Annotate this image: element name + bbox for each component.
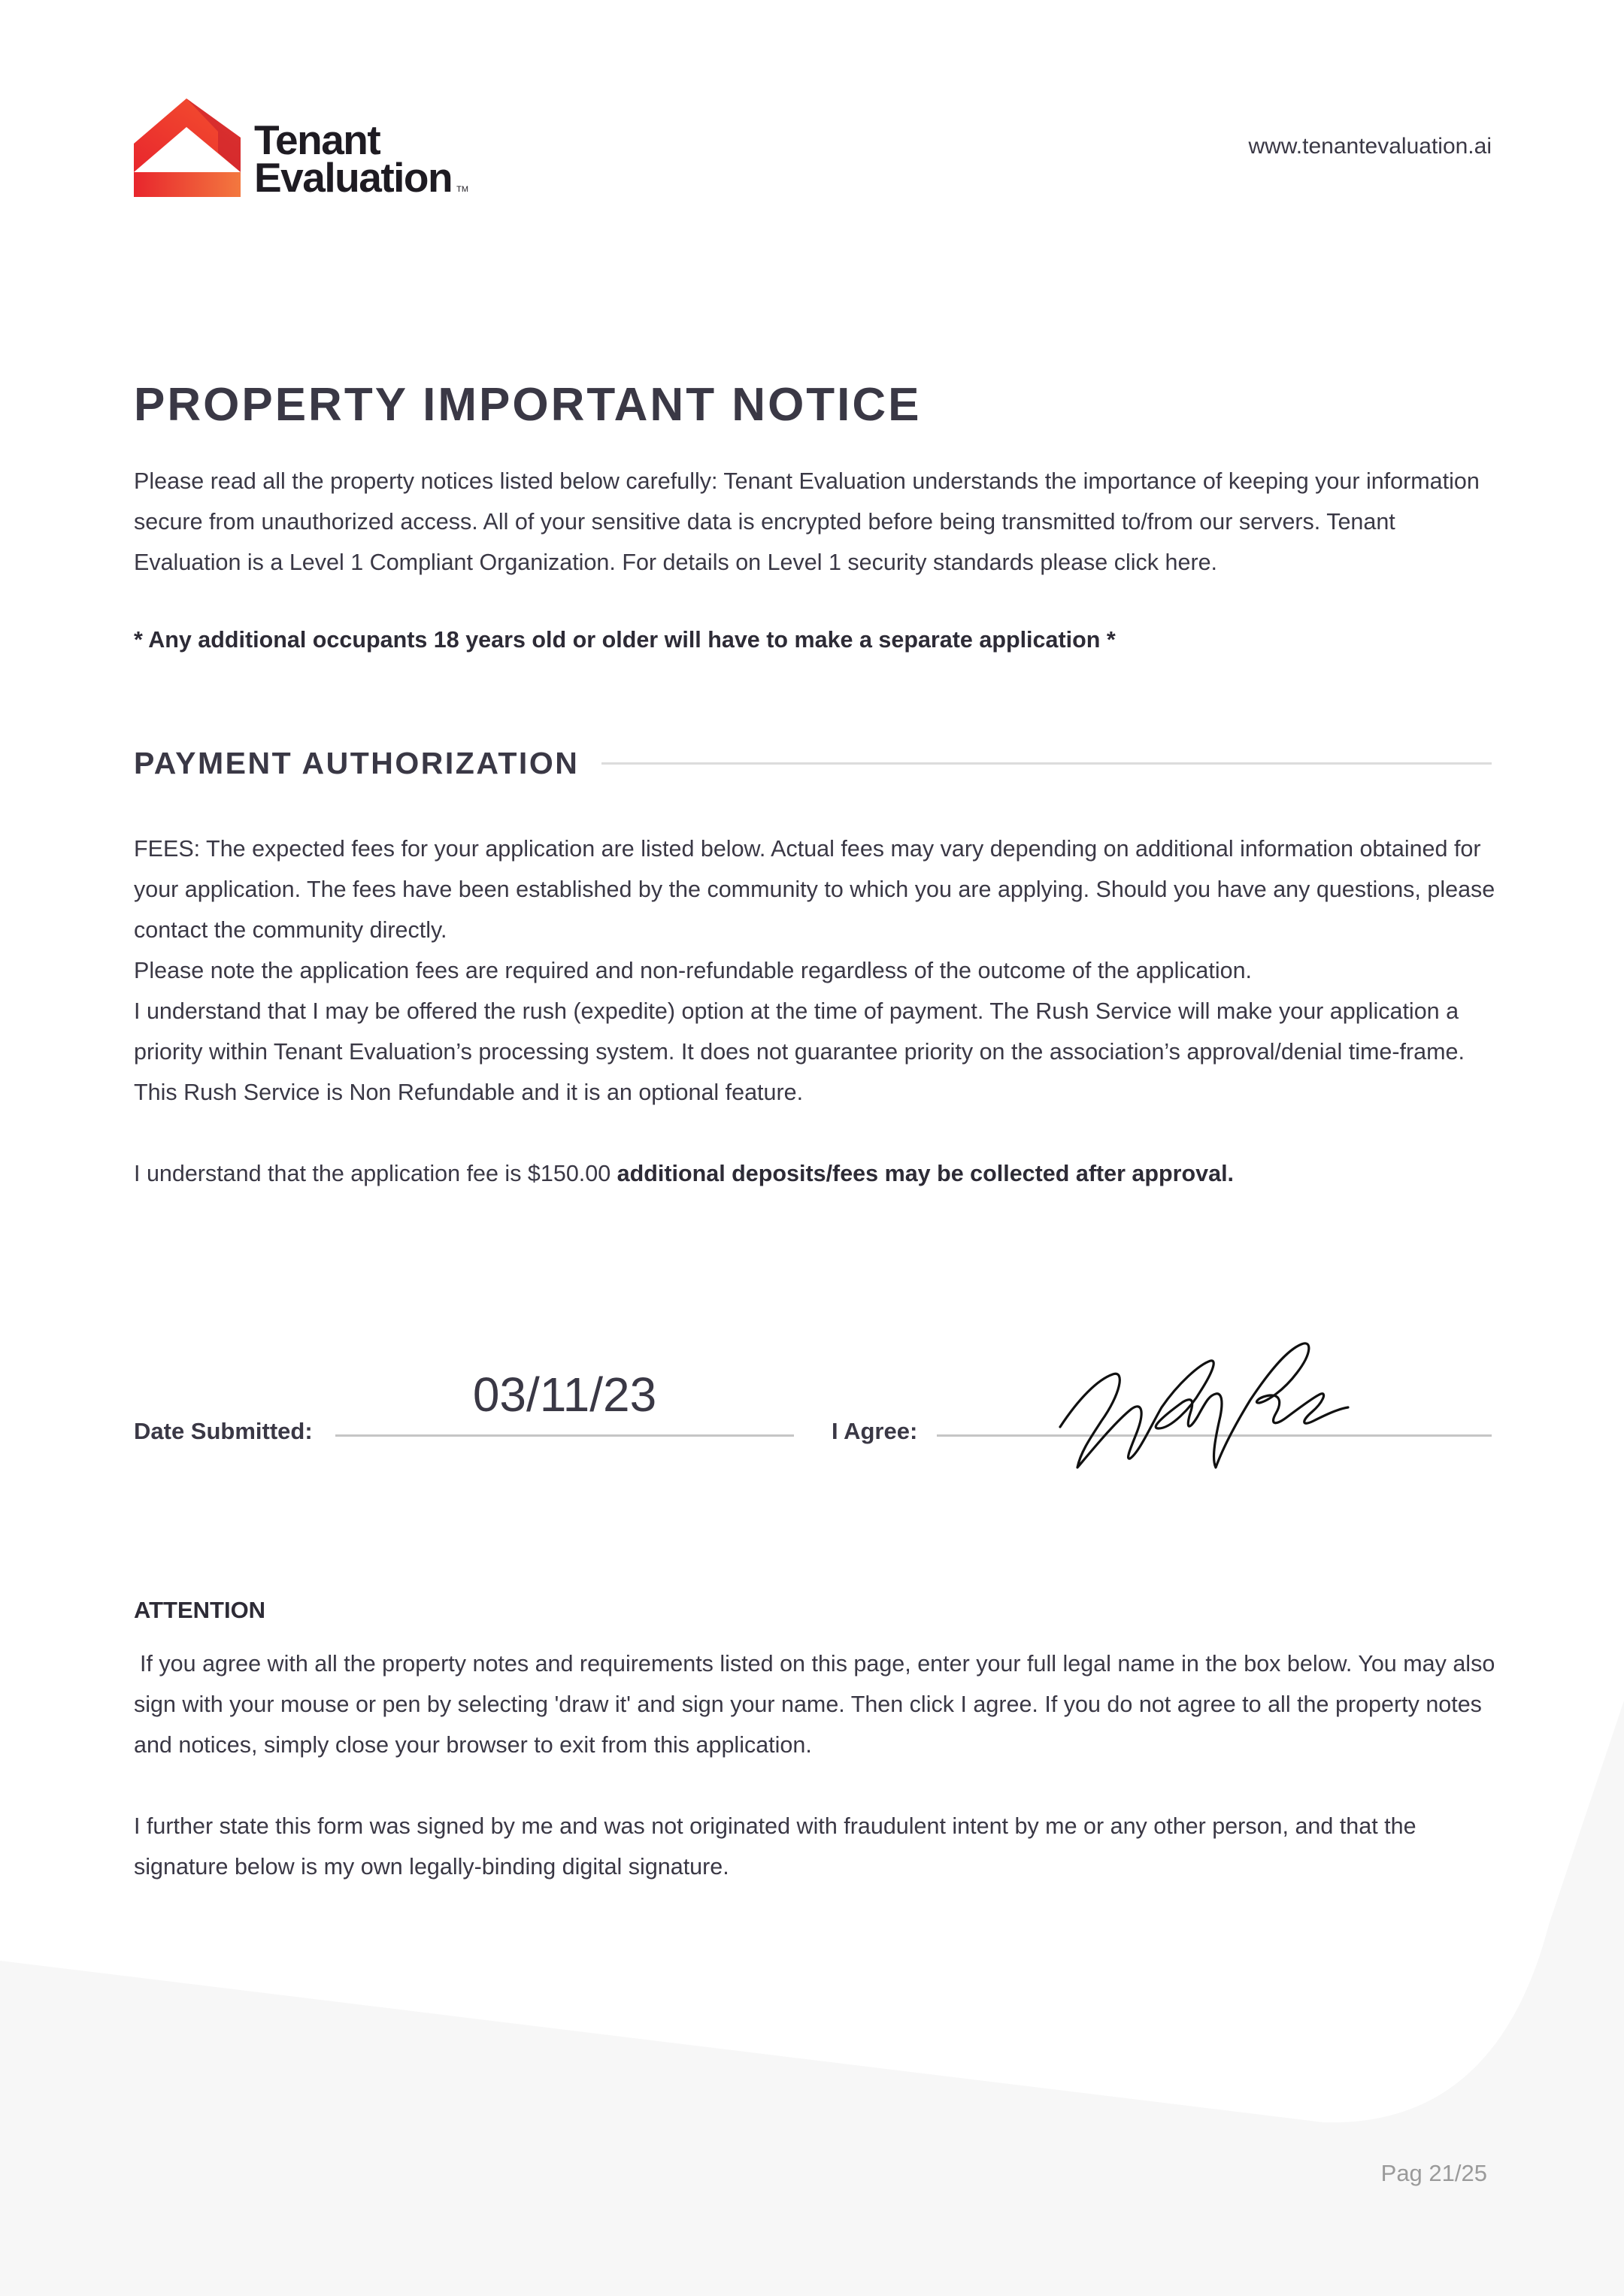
signature-declaration: I further state this form was signed by me and was not originated with fraudulent intent by me or any other person, and that the signature below is my own legally-binding digital signature.	[134, 1813, 1416, 1880]
page-title: PROPERTY IMPORTANT NOTICE	[134, 379, 922, 431]
house-logo-icon	[134, 98, 241, 197]
attention-heading: ATTENTION	[134, 1597, 266, 1623]
fee-statement	[134, 1153, 1501, 1194]
website-link[interactable]: www.tenantevaluation.ai	[1248, 134, 1492, 159]
rush-service-text: I understand that I may be offered the rush (expedite) option at the time of payment. The Rush Service will make your application a priority within Tenant Evaluation’s processing system. It does not guarantee priority on the association’s approval/denial time-frame. This Rush Service is Non Refundable and it is an optional feature.	[134, 998, 1465, 1105]
trademark-mark: TM	[456, 185, 469, 194]
brand-name-line1: Tenant	[254, 117, 380, 163]
date-underline	[335, 1434, 794, 1437]
brand-name-line2	[254, 154, 469, 208]
payment-authorization-header	[134, 746, 1492, 781]
page-number: Pag 21/25	[1380, 2160, 1487, 2186]
section-divider	[601, 762, 1492, 765]
fee-statement-bold: additional deposits/fees may be collected after approval.	[617, 1161, 1235, 1186]
section-title: PAYMENT AUTHORIZATION	[134, 746, 580, 780]
fee-statement-prefix: I understand that the application fee is $150.00	[134, 1161, 611, 1186]
date-submitted-value[interactable]: 03/11/23	[472, 1368, 657, 1422]
occupants-notice: * Any additional occupants 18 years old or older will have to make a separate application *	[134, 627, 1116, 653]
date-submitted-label: Date Submitted:	[134, 1418, 313, 1444]
brand-wordmark	[254, 117, 469, 208]
handwritten-signature[interactable]	[1056, 1338, 1372, 1477]
fees-text: FEES: The expected fees for your application are listed below. Actual fees may vary depending on additional information obtained for your application. The fees have been established by the community to which you are applying. Should you have any questions, please contact the community directly.	[134, 836, 1495, 943]
attention-text: If you agree with all the property notes and requirements listed on this page, enter your full legal name in the box below. You may also sign with your mouse or pen by selecting 'draw it' and sign your name. Then click I agree. If you do not agree to all the property notes and notices, simply close your browser to exit from this application.	[134, 1651, 1495, 1758]
tenant-evaluation-logo	[134, 98, 468, 208]
i-agree-label: I Agree:	[832, 1418, 918, 1444]
brand-name-line2-text: Evaluation	[254, 154, 453, 201]
nonrefundable-text: Please note the application fees are required and non-refundable regardless of the outcome of the application.	[134, 958, 1253, 983]
notice-body: Please read all the property notices listed below carefully: Tenant Evaluation understands the importance of keeping your information secure from unauthorized access. All of your sensitive data is encrypted before being transmitted to/from our servers. Tenant Evaluation is a Level 1 Compliant Organization. For details on Level 1 security standards please click here.	[134, 468, 1480, 575]
